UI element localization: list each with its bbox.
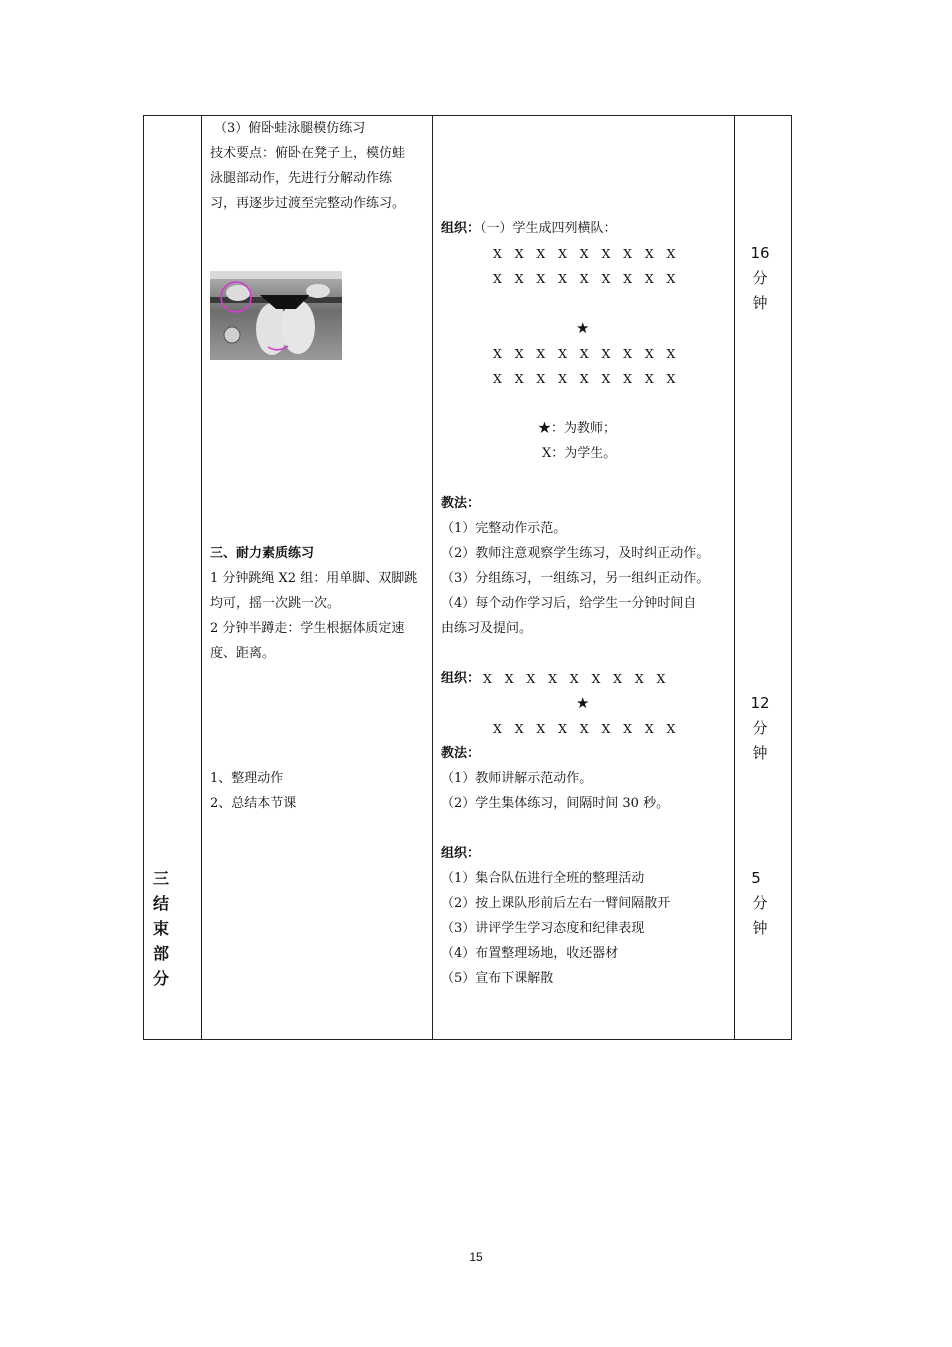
method2-label: 教法： <box>441 746 481 761</box>
org1-text: （一）学生成四列横队： <box>480 221 617 236</box>
section3-line: 2 分钟半蹲走：学生根据体质定速 <box>210 621 405 636</box>
method1-item: （2）教师注意观察学生练习，及时纠正动作。 <box>441 546 710 561</box>
org1-heading <box>441 216 617 241</box>
phase-label-char: 部 <box>152 944 169 963</box>
org3-item: （4）布置整理场地，收还器材 <box>441 946 619 961</box>
method1-item: （1）完整动作示范。 <box>441 521 567 536</box>
time-unit: 分 <box>752 269 768 287</box>
phase-label-char: 结 <box>152 894 169 913</box>
formation-row: X X X X X X X X X <box>483 671 666 686</box>
org3-label: 组织： <box>441 846 481 861</box>
method1-item: （3）分组练习，一组练习，另一组纠正动作。 <box>441 571 710 586</box>
phase-label-char: 三 <box>152 869 169 888</box>
legend-teacher: ★：为教师； <box>538 421 617 436</box>
time-unit: 钟 <box>752 919 768 937</box>
column-divider <box>432 116 433 1039</box>
time-minutes: 16 <box>750 244 770 262</box>
method2-item: （2）学生集体练习，间隔时间 30 秒。 <box>441 796 670 811</box>
frog-kick-photo <box>210 271 342 360</box>
time-unit: 钟 <box>752 294 768 312</box>
page-number: 15 <box>469 1250 483 1264</box>
section3-line: 度、距离。 <box>210 646 276 661</box>
method2-item: （1）教师讲解示范动作。 <box>441 771 593 786</box>
time-unit: 分 <box>752 894 768 912</box>
time-unit: 分 <box>752 719 768 737</box>
formation-row: X X X X X X X X X <box>493 721 676 736</box>
org2-label: 组织： <box>441 671 481 686</box>
formation-row: X X X X X X X X X <box>493 346 676 361</box>
item3-desc-line: 泳腿部动作，先进行分解动作练 <box>210 171 393 186</box>
formation-row: X X X X X X X X X <box>493 246 676 261</box>
teacher-star: ★ <box>576 694 590 712</box>
org3-item: （2）按上课队形前后左右一臂间隔散开 <box>441 896 671 911</box>
time-minutes: 5 <box>751 869 761 887</box>
formation-row: X X X X X X X X X <box>493 271 676 286</box>
org3-item: （5）宣布下课解散 <box>441 971 554 986</box>
phase-label-char: 分 <box>152 969 169 988</box>
legend-student: X：为学生。 <box>542 446 617 461</box>
method1-item: （4）每个动作学习后，给学生一分钟时间自 <box>441 596 697 611</box>
org1-label: 组织： <box>441 221 481 236</box>
item3-desc-line: 习，再逐步过渡至完整动作练习。 <box>210 196 406 211</box>
section3-line: 均可，摇一次跳一次。 <box>210 596 341 611</box>
teacher-star: ★ <box>576 319 590 337</box>
phase-label-char: 束 <box>152 919 169 938</box>
section3-title: 三、耐力素质练习 <box>210 546 315 561</box>
section3-line: 1 分钟跳绳 X2 组：用单脚、双脚跳 <box>210 571 418 586</box>
item3-desc-line: 技术要点：俯卧在凳子上，模仿蛙 <box>210 146 406 161</box>
method1-item: 由练习及提问。 <box>441 621 533 636</box>
method1-label: 教法： <box>441 496 481 511</box>
org3-item: （3）讲评学生学习态度和纪律表现 <box>441 921 645 936</box>
time-minutes: 12 <box>750 694 770 712</box>
end-item: 1、整理动作 <box>210 771 284 786</box>
formation-row: X X X X X X X X X <box>493 371 676 386</box>
item3-title: （3）俯卧蛙泳腿模仿练习 <box>214 121 366 136</box>
org3-item: （1）集合队伍进行全班的整理活动 <box>441 871 645 886</box>
column-divider <box>201 116 202 1039</box>
end-item: 2、总结本节课 <box>210 796 297 811</box>
time-unit: 钟 <box>752 744 768 762</box>
